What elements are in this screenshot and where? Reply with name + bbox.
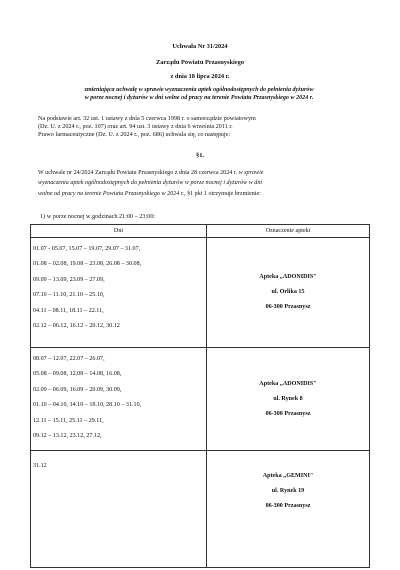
- para-line-3-plain: , §1 pkt 1 otrzymuje brzmienie:: [184, 190, 261, 197]
- subject-line-1: zmieniająca uchwałę w sprawie wyznaczenia aptek ogólnodostępnych do pełnienia dyżurów: [84, 87, 314, 93]
- section-heading: §1.: [196, 152, 204, 159]
- days-line: 09.12 – 13.12, 23.12, 27.12,: [33, 433, 102, 440]
- days-line: 09.09 – 13.09, 23.09 – 27.09,: [33, 276, 105, 283]
- duty-schedule-table: [30, 224, 370, 568]
- pharmacy-cell: [207, 348, 370, 451]
- column-header-pharmacy: Oznaczenie apteki: [207, 225, 370, 238]
- days-line: 12.11 – 15.11, 25.11 – 29.11,: [33, 417, 104, 424]
- legal-basis: [38, 115, 363, 139]
- pharmacy-city: 06-300 Przasnysz: [265, 304, 311, 310]
- days-line: 05.08 – 09.08, 12.08 – 14.08, 16.08,: [33, 371, 122, 378]
- basis-line-1: Na podstawie art. 32 ust. 1 ustawy z dnia 5 czerwca 1998 r. o samorządzie powiatowym: [38, 115, 256, 122]
- days-line: 01.10 – 04.10, 14.10 – 18.10, 28.10 – 31.10,: [33, 402, 142, 409]
- pharmacy-name: Apteka „ADONIDIS": [259, 380, 317, 387]
- days-line: 08.07 – 12.07, 22.07 – 26.07,: [33, 356, 105, 362]
- days-line: 01.08 – 02.08, 19.08 – 23.08, 26.08 – 30.08,: [33, 261, 142, 268]
- pharmacy-street: ul. Rynek 8: [273, 395, 303, 402]
- para-line-1-plain: W uchwale nr 24/2024 Zarządu Powiatu Przasnyskiego z dnia 28 czerwca 2024 r.: [38, 170, 238, 176]
- amendment-paragraph: [38, 168, 363, 199]
- issuing-body: Zarządu Powiatu Przasnyskiego: [155, 59, 245, 66]
- para-line-1-italic: w sprawie: [237, 170, 264, 176]
- days-line: 07.10 – 11.10, 21.10 – 25.10,: [33, 292, 105, 299]
- basis-line-2: (Dz. U. z 2024 r., poz. 107) oraz art. 94 ust. 3 ustawy z dnia 6 września 2011 r.: [38, 123, 233, 130]
- days-cell: [31, 238, 207, 348]
- days-cell: [31, 451, 207, 568]
- pharmacy-city: 06-300 Przasnysz: [265, 503, 311, 509]
- subject-line-2: w porze nocnej i dyżurów w dni wolne od pracy na terenie Powiatu Przasnyskiego w 2024 r.: [84, 95, 314, 101]
- table-row: [31, 238, 370, 348]
- table-header-row: [31, 225, 370, 238]
- days-line: 02.12 – 06.12, 16.12 – 20.12, 30.12: [33, 323, 120, 330]
- list-item-night-duty: 1) w porze nocnej w godzinach 21:00 – 23:00:: [40, 213, 156, 220]
- pharmacy-city: 06-300 Przasnysz: [265, 410, 311, 417]
- pharmacy-name: Apteka „GEMINI": [262, 473, 314, 479]
- pharmacy-street: ul. Orlika 15: [271, 289, 305, 295]
- days-line: 04.11 – 08.11, 18.11 – 22.11,: [33, 307, 104, 314]
- table-row: [31, 348, 370, 451]
- para-line-2-italic: wyznaczenia aptek ogólnodostępnych do pełnienia dyżurów w porze nocnej i dyżurów w dni: [38, 180, 263, 187]
- days-line: 31.12: [33, 463, 47, 469]
- days-line: 01.07 - 05.07, 15.07 – 19.07, 29.07 – 31.07,: [33, 246, 141, 252]
- resolution-title: Uchwała Nr 31/2024: [172, 43, 228, 50]
- table-row: [31, 451, 370, 568]
- days-cell: [31, 348, 207, 451]
- pharmacy-name: Apteka „ADONIDIS": [259, 274, 317, 280]
- column-header-days: Dni: [31, 225, 207, 238]
- resolution-date: z dnia 18 lipca 2024 r.: [170, 73, 230, 80]
- pharmacy-cell: [207, 238, 370, 348]
- days-line: 02.09 – 06.09, 16.09 – 20.09, 30.09,: [33, 386, 122, 393]
- resolution-subject: [40, 86, 358, 102]
- pharmacy-street: ul. Rynek 19: [271, 488, 305, 494]
- para-line-3-italic: wolne od pracy na terenie Powiatu Przasnyskiego w 2024 r.: [38, 190, 185, 197]
- pharmacy-cell: [207, 451, 370, 568]
- basis-line-3: Prawo farmaceutyczne (Dz. U. z 2024 r., poz. 686) uchwala się, co następuje:: [38, 131, 231, 138]
